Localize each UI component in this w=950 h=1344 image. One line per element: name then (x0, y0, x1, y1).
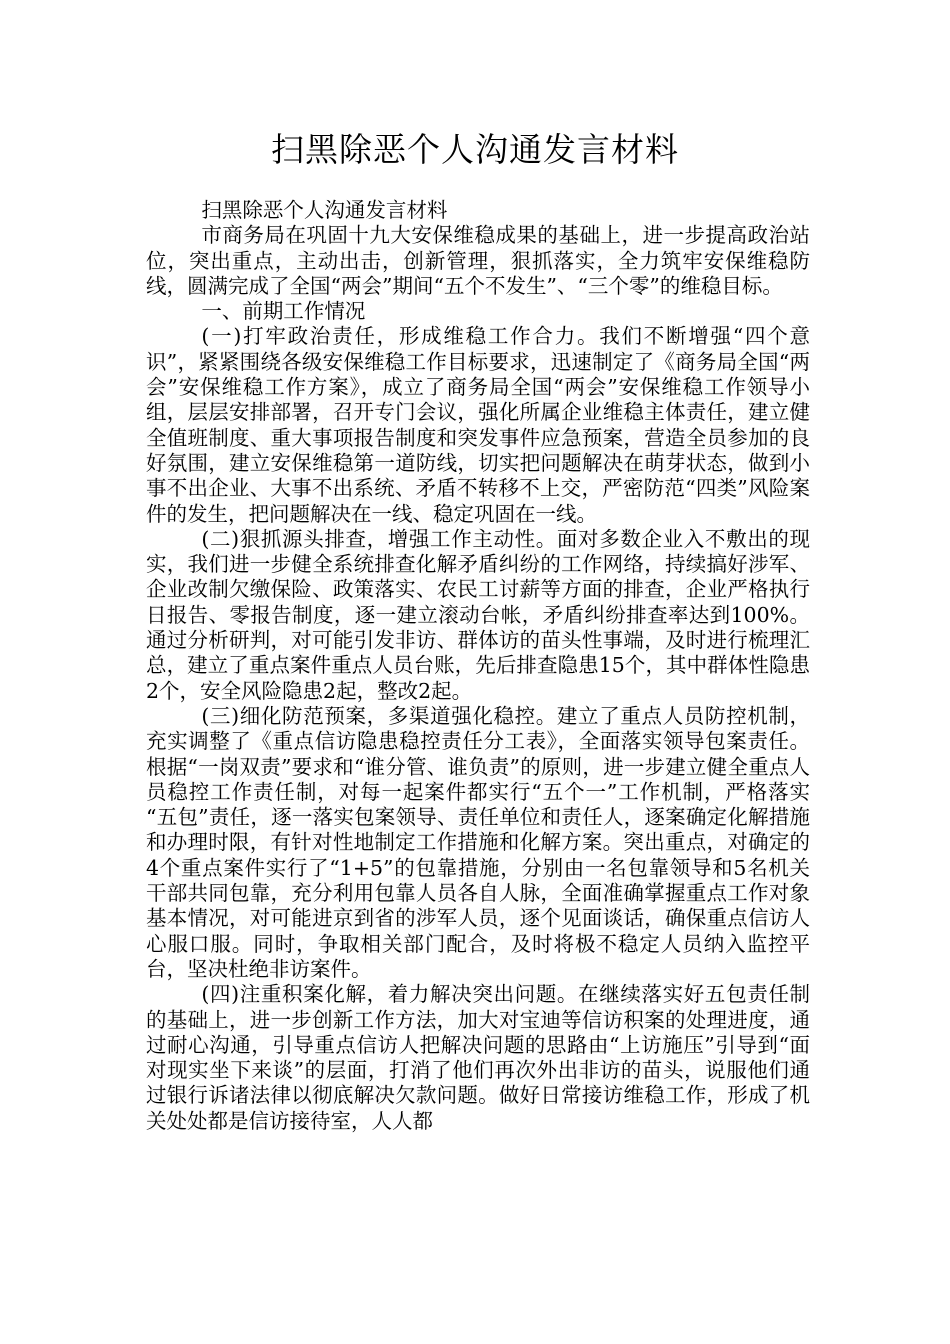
body-paragraph-2: (二)狠抓源头排查，增强工作主动性。面对多数企业入不敷出的现实，我们进一步健全系统排查化解矛盾纠纷的工作网络，持续搞好涉军、企业改制欠缴保险、政策落实、农民工讨薪等方面的排查，企业严格执行日报告、零报告制度，逐一建立滚动台帐，矛盾纠纷排查率达到100%。通过分析研判，对可能引发非访、群体访的苗头性事端，及时进行梳理汇总，建立了重点案件重点人员台账，先后排查隐患15个，其中群体性隐患2个，安全风险隐患2起，整改2起。 (146, 526, 810, 703)
document-title: 扫黑除恶个人沟通发言材料 (271, 130, 679, 169)
section-heading: 一、前期工作情况 (201, 299, 366, 324)
body-paragraph-3: (三)细化防范预案，多渠道强化稳控。建立了重点人员防控机制，充实调整了《重点信访隐患稳控责任分工表》，全面落实领导包案责任。根据“一岗双责”要求和“谁分管、谁负责”的原则，进一步建立健全重点人员稳控工作责任制，对每一起案件都实行“五个一”工作机制，严格落实 “五包”责任，逐一落实包案领导、责任单位和责任人，逐案确定化解措施和办理时限，有针对性地制定工作措施和化解方案。突出重点，对确定的4个重点案件实行了“1+5”的包靠措施，分别由一名包靠领导和5名机关干部共同包靠，充分利用包靠人员各自人脉，全面准确掌握重点工作对象基本情况，对可能进京到省的涉军人员，逐个见面谈话，确保重点信访人心服口服。同时，争取相关部门配合，及时将极不稳定人员纳入监控平台，坚决杜绝非访案件。 (146, 703, 810, 981)
body-paragraph-1: (一)打牢政治责任，形成维稳工作合力。我们不断增强“四个意识”，紧紧围绕各级安保维稳工作目标要求，迅速制定了《商务局全国“两会”安保维稳工作方案》，成立了商务局全国“两会”安保维稳工作领导小组，层层安排部署，召开专门会议，强化所属企业维稳主体责任，建立健全值班制度、重大事项报告制度和突发事件应急预案，营造全员参加的良好氛围，建立安保维稳第一道防线，切实把问题解决在萌芽状态，做到小事不出企业、大事不出系统、矛盾不转移不上交，严密防范“四类”风险案件的发生，把问题解决在一线、稳定巩固在一线。 (146, 324, 810, 526)
body-paragraph-4: (四)注重积案化解，着力解决突出问题。在继续落实好五包责任制的基础上，进一步创新工作方法，加大对宝迪等信访积案的处理进度，通过耐心沟通，引导重点信访人把解决问题的思路由“上访施压”引导到“面对现实坐下来谈”的层面，打消了他们再次外出非访的苗头，说服他们通过银行诉诸法律以彻底解决欠款问题。做好日常接访维稳工作，形成了机关处处都是信访接待室，人人都 (146, 982, 810, 1133)
body-paragraph-intro: 市商务局在巩固十九大安保维稳成果的基础上，进一步提高政治站位，突出重点，主动出击，创新管理，狠抓落实，全力筑牢安保维稳防线，圆满完成了全国“两会”期间“五个不发生”、“三个零”的维稳目标。 (146, 223, 810, 298)
body-paragraph-subtitle: 扫黑除恶个人沟通发言材料 (201, 198, 448, 222)
document-body (146, 198, 810, 1134)
